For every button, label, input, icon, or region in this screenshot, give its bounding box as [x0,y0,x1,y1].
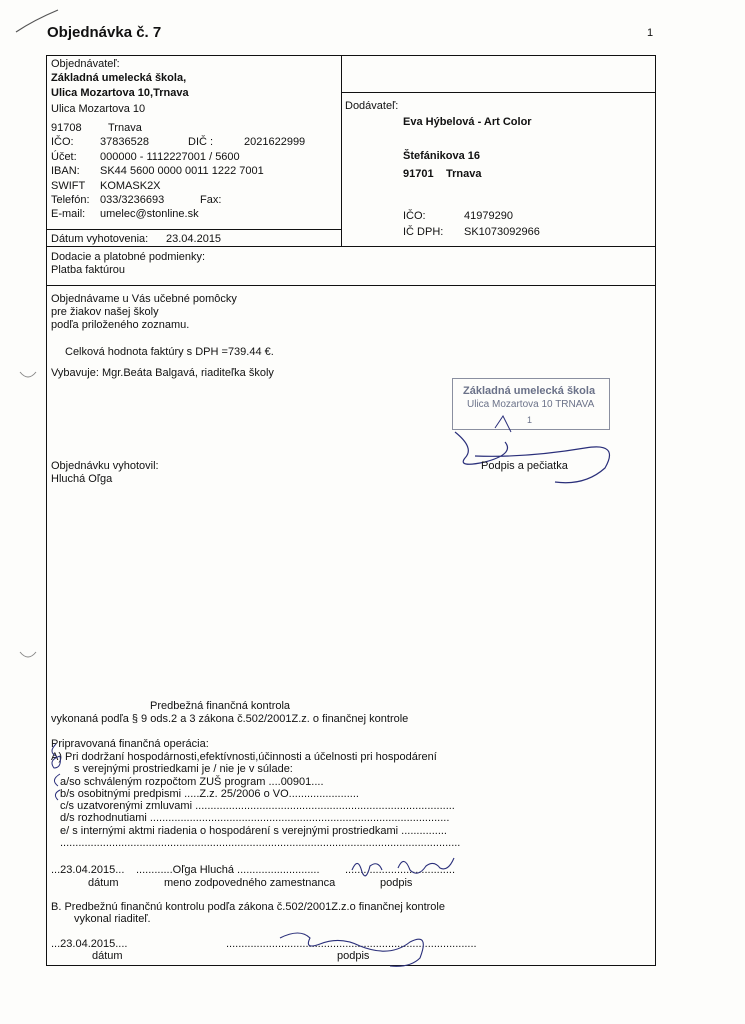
stamp-line-3: 1 [527,415,533,425]
item-d: d/s rozhodnutiami .................................................................................................. [60,812,450,824]
supplier-ico: 41979290 [464,210,513,222]
supplier-top-line [341,92,655,93]
email-label: E-mail: [51,208,86,220]
supplier-street: Štefánikova 16 [403,150,481,162]
customer-dic: 2021622999 [244,136,306,148]
total-value: Celková hodnota faktúry s DPH =739.44 €. [65,346,274,358]
customer-iban: SK44 5600 0000 0011 1222 7001 [100,165,264,177]
iban-label: IBAN: [51,165,80,177]
vyhotovil-label: Objednávku vyhotovil: [51,460,159,472]
ico-label: IČO: [51,136,74,148]
sign1-name: ............Oľga Hluchá ........................... [136,864,320,876]
section-a-line-2: s verejnými prostriedkami je / nie je v súlade: [74,763,293,775]
director-signature-1 [445,398,625,488]
customer-city: Trnava [108,122,142,134]
terms-value: Platba faktúrou [51,264,125,276]
customer-name-2: Ulica Mozartova 10,Trnava [51,87,189,99]
podpis-label: podpis [380,877,413,889]
vyhotovil-name: Hluchá Oľga [51,473,113,485]
supplier-icdph-label: IČ DPH: [403,226,444,238]
terms-label: Dodacie a platobné podmienky: [51,251,206,263]
meno-label: meno zodpovedného zamestnanca [164,877,336,889]
supplier-label: Dodávateľ: [345,100,399,112]
ucet-label: Účet: [51,151,77,163]
supplier-icdph: SK1073092966 [464,226,540,238]
swift-label: SWIFT [51,180,86,192]
supplier-ico-label: IČO: [403,210,426,222]
order-date: 23.04.2015 [166,233,222,245]
dic-label: DIČ : [188,136,214,148]
datum2-label: dátum [92,950,123,962]
sign1-signature-dots: .................................... [345,864,456,876]
terms-top-line [47,246,655,247]
column-divider [341,56,342,246]
customer-swift: KOMASK2X [100,180,161,192]
sign1-date: ...23.04.2015... [51,864,125,876]
sign2-date: ...23.04.2015.... [51,938,128,950]
sign2-dots: .................................................................................. [226,938,477,950]
customer-street: Ulica Mozartova 10 [51,103,146,115]
customer-email: umelec@stonline.sk [100,208,199,220]
punch-hole-mark [18,648,38,664]
section-b-line-2: vykonal riaditeľ. [74,913,151,925]
customer-telefon: 033/3236693 [100,194,165,206]
item-dots: ................................................................................................................................... [60,837,461,849]
page-number: 1 [647,27,654,39]
stamp-line-1: Základná umelecká škola [463,385,596,397]
customer-ucet: 000000 - 1112227001 / 5600 [100,151,240,163]
control-title-1: Predbežná finančná kontrola [150,700,291,712]
fax-label: Fax: [200,194,222,206]
date-label: Dátum vyhotovenia: [51,233,149,245]
customer-ico: 37836528 [100,136,149,148]
stamp-line-2: Ulica Mozartova 10 TRNAVA [467,399,595,410]
date-divider [47,229,341,230]
customer-zip: 91708 [51,122,82,134]
customer-name-1: Základná umelecká škola, [51,72,187,84]
telefon-label: Telefón: [51,194,90,206]
pen-circle-marks [44,742,74,802]
body-line-1: Objednávame u Vás učebné pomôcky [51,293,237,305]
supplier-city: Trnava [446,168,482,180]
body-line-2: pre žiakov našej školy [51,306,159,318]
item-a: a/so schváleným rozpočtom ZUŠ program ....00901.... [60,776,324,788]
body-line-3: podľa priloženého zoznamu. [51,319,190,331]
item-e: e/ s internými aktmi riadenia o hospodárení s verejnými prostriedkami ............... [60,825,447,837]
section-a-line-1: A) Pri dodržaní hospodárnosti,efektívnosti,účinnosti a účelnosti pri hospodárení [51,751,437,763]
item-c: c/s uzatvorenými zmluvami ..................................................................................... [60,800,455,812]
item-b: b/s osobitnými predpismi .....Z.z. 25/2006 o VO....................... [60,788,359,800]
section-b-line-1: B. Predbežnú finančnú kontrolu podľa zákona č.502/2001Z.z.o finančnej kontrole [51,901,445,913]
control-title-2: vykonaná podľa § 9 ods.2 a 3 zákona č.502/2001Z.z. o finančnej kontrole [51,713,409,725]
terms-bottom-line [47,285,655,286]
punch-hole-mark [18,368,38,384]
supplier-name: Eva Hýbelová - Art Color [403,116,532,128]
podpis2-label: podpis [337,950,370,962]
vybavuje: Vybavuje: Mgr.Beáta Balgavá, riaditeľka školy [51,367,274,379]
supplier-zip: 91701 [403,168,434,180]
customer-label: Objednávateľ: [51,58,120,70]
director-signature-2 [270,922,440,972]
podpis-peciatka: Podpis a pečiatka [481,460,568,472]
datum-label: dátum [88,877,119,889]
document-title: Objednávka č. 7 [47,24,162,41]
operation-label: Pripravovaná finančná operácia: [51,738,209,750]
